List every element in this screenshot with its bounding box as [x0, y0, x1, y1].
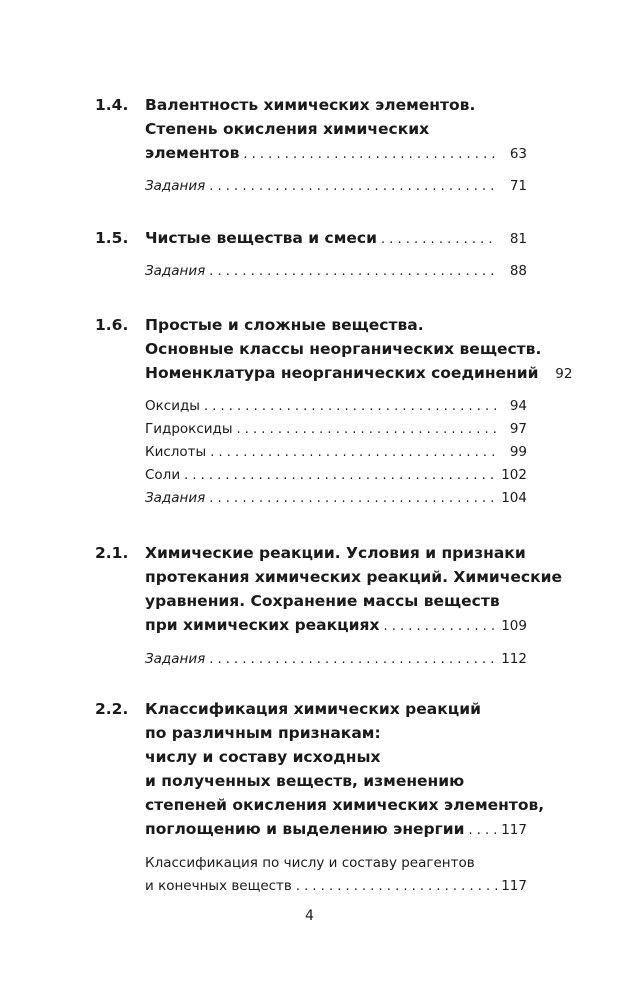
- entry-label: Кислоты: [145, 444, 207, 460]
- section-number: 1.6.: [95, 316, 129, 334]
- toc-entry-tasks[interactable]: [145, 487, 527, 510]
- section-title-line: Степень окисления химических: [145, 120, 430, 138]
- section-title-line: по различным признакам:: [145, 724, 381, 742]
- section-title-line: протекания химических реакций. Химические: [145, 568, 563, 586]
- dot-leader: [204, 395, 497, 418]
- section-title-line: Валентность химических элементов.: [145, 96, 476, 114]
- dot-leader: [210, 441, 497, 464]
- toc-entry-2-2[interactable]: [145, 817, 527, 843]
- entry-label: Соли: [145, 467, 181, 483]
- toc-entry-acids[interactable]: [145, 441, 527, 464]
- section-number: 2.2.: [95, 700, 129, 718]
- toc-entry-classification[interactable]: [145, 875, 527, 898]
- toc-entry-tasks[interactable]: [145, 648, 527, 671]
- dot-leader: [243, 141, 497, 167]
- section-title-line: при химических реакциях: [145, 616, 380, 634]
- page-number: 63: [509, 146, 527, 162]
- toc-entry-1-5[interactable]: [145, 226, 527, 252]
- dot-leader: [209, 260, 497, 283]
- entry-label: Задания: [145, 651, 206, 667]
- page-number: 92: [555, 366, 573, 382]
- toc-entry-salts[interactable]: [145, 464, 527, 487]
- dot-leader: [296, 875, 497, 898]
- toc-entry-1-4[interactable]: [145, 141, 527, 167]
- dot-leader: [209, 487, 497, 510]
- page-number: 104: [501, 490, 527, 506]
- entry-label: Задания: [145, 178, 206, 194]
- section-number: 1.5.: [95, 229, 129, 247]
- section-title-line: степеней окисления химических элементов,: [145, 796, 545, 814]
- section-title-line: Основные классы неорганических веществ.: [145, 340, 542, 358]
- toc-entry-hydroxides[interactable]: [145, 418, 527, 441]
- section-title-line: Простые и сложные вещества.: [145, 316, 424, 334]
- entry-label: Задания: [145, 263, 206, 279]
- dot-leader: [383, 613, 497, 639]
- section-title-line: поглощению и выделению энергии: [145, 820, 465, 838]
- section-title-line: элементов: [145, 144, 240, 162]
- dot-leader: [237, 418, 497, 441]
- section-body: [145, 541, 563, 671]
- toc-entry-1-6[interactable]: [145, 361, 573, 387]
- section-title-line: Чистые вещества и смеси: [145, 229, 377, 247]
- section-title-line: Номенклатура неорганических соединений: [145, 364, 539, 382]
- page-number: 117: [501, 822, 527, 838]
- page-number: 94: [509, 398, 527, 414]
- dot-leader: [209, 175, 497, 198]
- page-folio: 4: [305, 908, 314, 924]
- section-body: [145, 313, 573, 510]
- page-number: 109: [501, 618, 527, 634]
- page-number: 99: [509, 444, 527, 460]
- page-number: 117: [501, 878, 527, 894]
- page-number: 71: [509, 178, 527, 194]
- entry-label-line: Классификация по числу и составу реагентов: [145, 855, 475, 871]
- section-number: 2.1.: [95, 544, 129, 562]
- section-title-line: Классификация химических реакций: [145, 700, 481, 718]
- section-title-line: уравнения. Сохранение массы веществ: [145, 592, 500, 610]
- entry-label: Гидроксиды: [145, 421, 233, 437]
- section-title-line: числу и составу исходных: [145, 748, 381, 766]
- page-number: 81: [509, 231, 527, 247]
- section-body: [145, 697, 545, 898]
- section-number: 1.4.: [95, 96, 129, 114]
- section-title-line: и полученных веществ, изменению: [145, 772, 465, 790]
- page-number: 112: [501, 651, 527, 667]
- toc-entry-2-1[interactable]: [145, 613, 527, 639]
- entry-label: и конечных веществ: [145, 878, 292, 894]
- section-title-line: Химические реакции. Условия и признаки: [145, 544, 526, 562]
- toc-entry-oxides[interactable]: [145, 395, 527, 418]
- toc-entry-tasks[interactable]: [145, 175, 527, 198]
- toc-entry-tasks[interactable]: [145, 260, 527, 283]
- dot-leader: [381, 226, 497, 252]
- dot-leader: [209, 648, 497, 671]
- page-number: 97: [509, 421, 527, 437]
- page-number: 102: [501, 467, 527, 483]
- section-body: [145, 93, 527, 198]
- dot-leader: [468, 817, 497, 843]
- section-body: [145, 226, 527, 283]
- dot-leader: [184, 464, 497, 487]
- entry-label: Оксиды: [145, 398, 200, 414]
- page-number: 88: [509, 263, 527, 279]
- entry-label: Задания: [145, 490, 206, 506]
